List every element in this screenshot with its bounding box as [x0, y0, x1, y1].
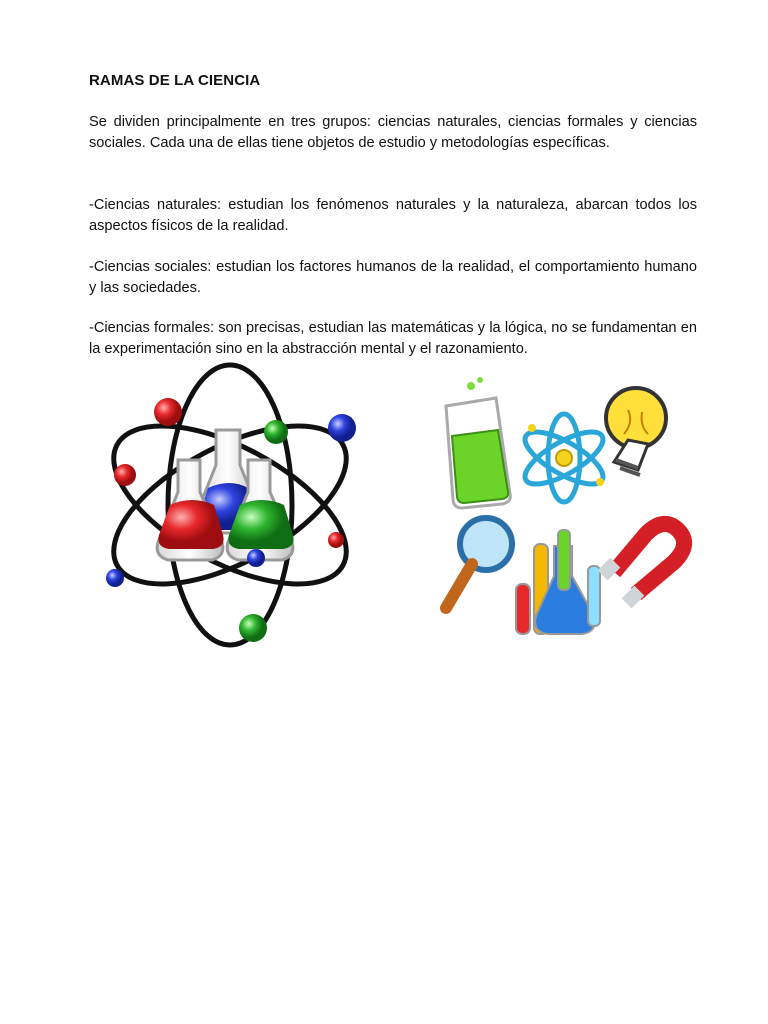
- formal-sciences-paragraph: -Ciencias formales: son precisas, estudian las matemáticas y la lógica, no se fundamentan en la experimentación sino en la abstracción mental y el razonamiento.: [89, 320, 697, 357]
- science-icons-group: [438, 376, 693, 641]
- document-title: RAMAS DE LA CIENCIA: [89, 72, 261, 89]
- atom-with-flasks-icon: [98, 360, 363, 650]
- atom-icon: [518, 414, 610, 502]
- light-bulb-icon: [606, 388, 666, 475]
- beaker-icon: [446, 377, 510, 508]
- magnifying-glass-icon: [446, 518, 512, 608]
- magnet-icon: [598, 524, 684, 608]
- test-tubes-icon: [516, 530, 600, 634]
- social-sciences-paragraph: -Ciencias sociales: estudian los factores humanos de la realidad, el comportamiento humano y las sociedades.: [89, 259, 697, 296]
- natural-sciences-paragraph: -Ciencias naturales: estudian los fenómenos naturales y la naturaleza, abarcan todos los aspectos físicos de la realidad.: [89, 197, 697, 234]
- intro-paragraph: Se dividen principalmente en tres grupos: ciencias naturales, ciencias formales y ciencias sociales. Cada una de ellas tiene objetos de estudio y metodologías específicas.: [89, 114, 697, 151]
